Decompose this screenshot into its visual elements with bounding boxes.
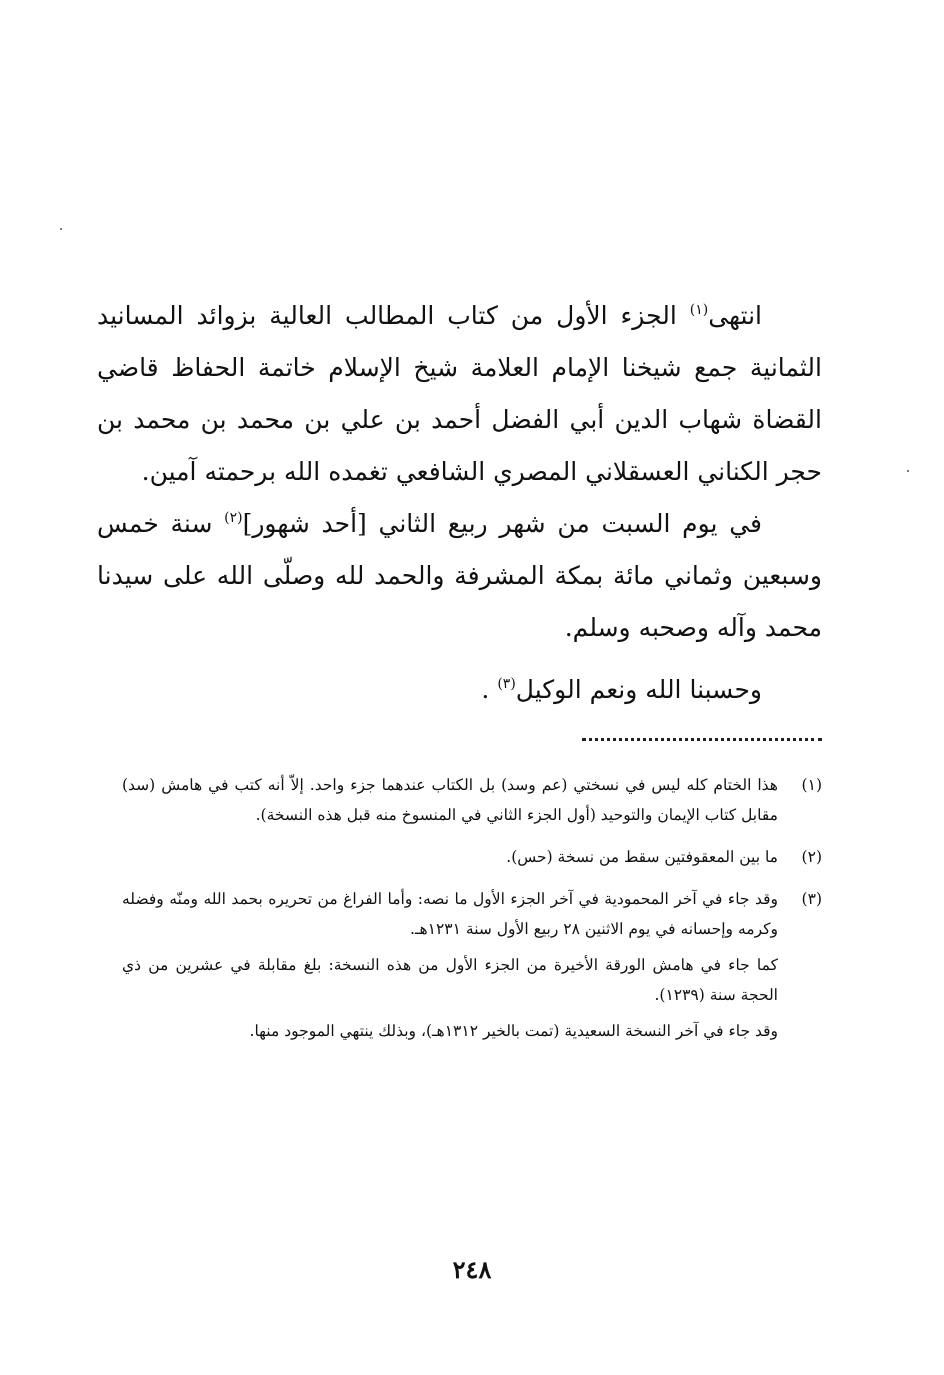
footnote-number: (١) xyxy=(801,776,822,794)
footnote-number: (٣) xyxy=(801,890,822,908)
footnote-text: وقد جاء في آخر المحمودية في آخر الجزء الأول ما نصه: وأما الفراغ من تحريره بحمد الله ومنّه وفضله وكرمه وإحسانه في يوم الاثنين ٢٨ ربيع الأول سنة ١٢٣١هـ. xyxy=(122,890,778,938)
footnote-text: وقد جاء في آخر النسخة السعيدية (تمت بالخير ١٣١٢هـ)، وبذلك ينتهي الموجود منها. xyxy=(249,1022,778,1040)
footnote-2 xyxy=(122,842,822,878)
footnote-ref-3[interactable]: (٣) xyxy=(497,676,516,692)
paragraph-text: سنة خمس وسبعين وثماني مائة بمكة المشرفة والحمد لله وصلّى الله على سيدنا محمد وآله وصحبه وسلم. xyxy=(97,509,822,642)
paragraph-text: وحسبنا الله ونعم الوكيل xyxy=(515,675,762,704)
paragraph-text: انتهى xyxy=(708,301,762,330)
main-text xyxy=(97,290,822,716)
footnote-text: كما جاء في هامش الورقة الأخيرة من الجزء الأول من هذه النسخة: بلغ مقابلة في عشرين من ذي الحجة سنة (١٢٣٩). xyxy=(122,956,778,1004)
page-number: ٢٤٨ xyxy=(452,1255,492,1284)
footnote-ref-2[interactable]: (٢) xyxy=(224,510,243,526)
footnote-3 xyxy=(122,884,822,1052)
paragraph-text: الجزء الأول من كتاب المطالب العالية بزوائد المسانيد الثمانية جمع شيخنا الإمام العلامة شيخ الإسلام خاتمة الحفاظ قاضي القضاة شهاب الدين أبي الفضل أحمد بن علي بن محمد بن محمد بن حجر الكناني العسقلاني المصري الشافعي تغمده الله برحمته آمين. xyxy=(97,301,822,486)
scan-speck xyxy=(60,228,62,230)
footnote-body xyxy=(122,884,778,1052)
paragraph-date xyxy=(97,498,822,654)
paragraph-closing xyxy=(97,664,822,716)
paragraph-text: في يوم السبت من شهر ربيع الثاني [أحد شهور] xyxy=(242,509,762,538)
footnote-text: هذا الختام كله ليس في نسختي (عم وسد) بل الكتاب عندهما جزء واحد. إلاّ أنه كتب في هامش (سد) مقابل كتاب الإيمان والتوحيد (أول الجزء الثاني في المنسوخ منه قبل هذه النسخة). xyxy=(122,776,778,824)
paragraph-colophon xyxy=(97,290,822,498)
footnote-ref-1[interactable]: (١) xyxy=(689,302,709,318)
footnote-number: (٢) xyxy=(801,848,822,866)
footnote-text: ما بين المعقوفتين سقط من نسخة (حس). xyxy=(506,848,778,866)
paragraph-text: . xyxy=(481,675,498,704)
footnote-separator xyxy=(582,738,822,741)
footnote-1 xyxy=(122,770,822,836)
footnote-body xyxy=(122,770,778,836)
scan-speck xyxy=(907,470,909,472)
footnote-body xyxy=(122,842,778,878)
footnotes-section xyxy=(122,770,822,1058)
